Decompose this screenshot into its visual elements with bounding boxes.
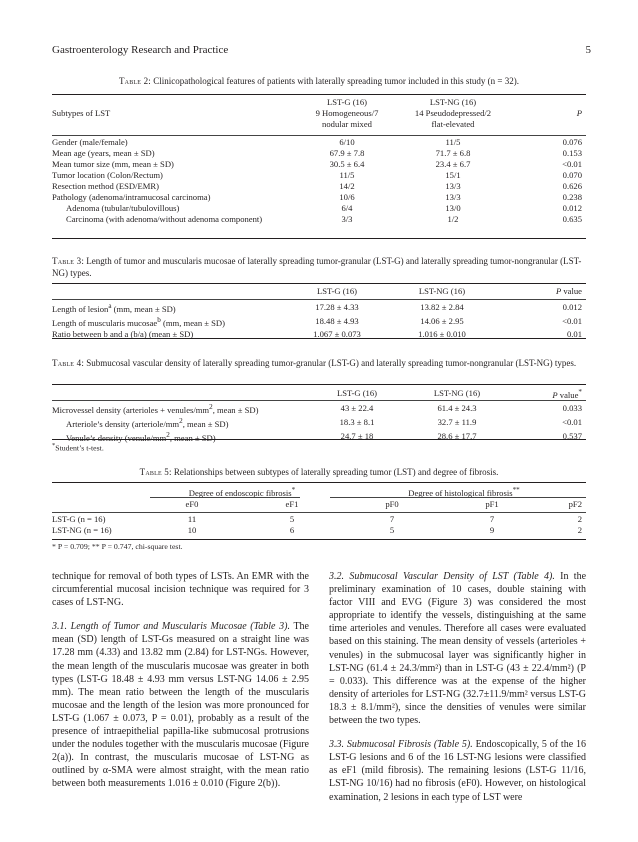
cell-value: 10 (187, 525, 197, 535)
row-label: Pathology (adenoma/intramucosal carcinoma) (52, 192, 211, 202)
row-label: Gender (male/female) (52, 137, 128, 147)
cell-lstg: 24.7 ± 18 (340, 431, 374, 442)
cell-value: 11 (187, 514, 197, 524)
cell-value: 5 (289, 514, 295, 524)
cell-p: 0.238 (562, 192, 582, 202)
table-row (52, 159, 586, 170)
table4-head-p: P value* (552, 388, 582, 400)
table-row (52, 514, 586, 525)
table-row (52, 192, 586, 203)
table-row (52, 402, 586, 416)
cell-lstg: 30.5 ± 6.4 (329, 159, 365, 169)
table5-group-endoscopic: Degree of endoscopic fibrosis* (188, 486, 296, 498)
table2-head-subtypes: Subtypes of LST (52, 108, 111, 118)
table-row (52, 137, 586, 148)
col-head-pf1: pF1 (485, 499, 499, 509)
col-head-ef0: eF0 (185, 499, 199, 509)
table4-bottom-rule (52, 439, 586, 440)
table5-top-rule (52, 482, 586, 483)
row-label: Adenoma (tubular/tubulovillous) (66, 203, 180, 213)
cell-value: 9 (489, 525, 495, 535)
table2-sub-lstg1: 9 Homogeneous/7 (315, 108, 379, 118)
row-label: LST-G (n = 16) (52, 514, 106, 524)
cell-p: 0.635 (562, 214, 582, 224)
row-label: LST-NG (n = 16) (52, 525, 112, 535)
cell-p: <0.01 (562, 316, 582, 327)
cell-p: 0.012 (562, 203, 582, 213)
cell-lstg: 11/5 (339, 170, 355, 180)
table5-endo-rule (150, 497, 300, 498)
table4-head-lstng: LST-NG (16) (433, 388, 481, 399)
row-label: Arteriole’s density ($arteriole/mm^2$, mean ± SD) (66, 416, 229, 429)
table2 (52, 97, 586, 130)
cell-value: 2 (577, 514, 582, 524)
cell-p: 0.033 (562, 403, 582, 414)
table2-caption: Table 2: Clinicopathological features of patients with laterally spreading tumor included in this study (n = 32). (118, 76, 519, 86)
cell-lstg: 43 ± 22.4 (340, 403, 374, 414)
table5-bottom-rule (52, 539, 586, 540)
table5-subhead (52, 499, 586, 510)
table-row (52, 170, 586, 181)
row-label: Resection method (ESD/EMR) (52, 181, 159, 191)
cell-value: 7 (389, 514, 395, 524)
table3-bottom-rule (52, 338, 586, 339)
section-3-1-title: 3.1. Length of Tumor and Muscularis Mucosae (Table 3). (52, 621, 290, 633)
section-3-3-text: Endoscopically, 5 of the 16 LST-G lesions and 6 of the 16 LST-NG lesions were classified as eF1 (mild fibrosis). The remaining lesions (LST-G 11/16, LST-NG 10/16) had no fibrosis (eF0). However, on histological examination, 2 lesions in each type of LST were (329, 739, 586, 803)
table3-head-p: P value (555, 286, 582, 296)
journal-title: Gastroenterology Research and Practice (52, 44, 229, 56)
cell-lstg: 18.48 ± 4.93 (315, 316, 359, 327)
cell-lstng: 13/0 (445, 203, 461, 213)
paragraph-emr: technique for removal of both types of LSTs. An EMR with the circumferential mucosal incision technique was required for 3 cases of LST-NG. (52, 571, 309, 609)
cell-p: 0.626 (562, 181, 582, 191)
table5-footnote: * P = 0.709; ** P = 0.747, chi-square test. (52, 542, 183, 551)
section-3-2-text: In the preliminary examination of 10 cases, double staining with factor VIII and EVG (Figure 3) was considered the most appropriate to identify the vessels, distinguishing at the same time arterioles and venules. Therefore all cases were evaluated based on this staining. The mean density of vessels (arterioles + venules) in the submucosal layer was significantly higher in LST-NG (61.4 ± 24.3/mm²) than in LST-G (43 ± 22.4/mm²) (P = 0.033). This difference was at the expense of the higher density of arterioles for LST-NG (32.7±11.9/mm² versus LST-G 18.3 ± 8.1/mm²), since the densities of venules were similar between the two types. (329, 571, 587, 727)
table5-body (52, 514, 586, 536)
row-label: Venule’s density ($venule/mm^2$, mean ± SD) (66, 430, 216, 443)
body-left-column (52, 570, 309, 791)
row-label: Length of lesion$^a$ (mm, mean ± SD) (52, 302, 176, 314)
cell-lstng: 15/1 (445, 170, 461, 180)
table2-sub-lstng1: 14 Pseudodepressed/2 (414, 108, 492, 118)
table2-body (52, 137, 586, 225)
section-3-1 (52, 620, 309, 790)
table-row (52, 525, 586, 536)
row-label: Microvessel density (arterioles + venules/$mm^2$, mean ± SD) (52, 403, 259, 415)
cell-lstg: 67.9 ± 7.8 (329, 148, 365, 158)
cell-lstng: 32.7 ± 11.9 (437, 417, 477, 428)
row-label: Length of muscularis mucosae$^b$ (mm, mean ± SD) (52, 315, 225, 328)
cell-lstng: 1.016 ± 0.010 (418, 328, 466, 339)
cell-p: 0.012 (562, 302, 582, 313)
cell-p: <0.01 (562, 417, 582, 428)
cell-lstg: 18.3 ± 8.1 (339, 417, 375, 428)
cell-lstg: 17.28 ± 4.33 (315, 302, 359, 313)
table4-caption: Table 4: Submucosal vascular density of laterally spreading tumor-granular (LST-G) and laterally spreading tumor-nongranular (LST-NG) types. (52, 358, 577, 368)
row-label: Mean age (years, mean ± SD) (52, 148, 155, 158)
table5-group-histological: Degree of histological fibrosis** (408, 486, 520, 498)
cell-p: 0.01 (566, 328, 582, 339)
table2-bottom-rule (52, 238, 586, 239)
table-row (52, 301, 586, 315)
section-3-2-title: 3.2. Submucosal Vascular Density of LST (Table 4). (329, 571, 555, 582)
table3 (52, 286, 586, 297)
cell-lstg: 14/2 (339, 181, 355, 191)
section-3-1-text: The mean (SD) length of LST-Gs measured on a straight line was 17.28 mm (4.33) and 13.82 mm (2.84) for LST-NGs. However, the mean length of the muscularis mucosae was greater in both types (LST-G 18.48 ± 4.93 mm versus LST-NG 14.06 ± 2.95 mm). The mean ratio between the length of the muscularis mucosae and the length of the lesion was more pronounced for LST-G (1.067 ± 0.073, P = 0.01), probably as a result of the presence of intraepithelial papilla-like submucosal protrusions under the nodules together with the muscularis mucosae (Figure 2(a)). In contrast, the muscularis mucosae of LST-NG as outlined by α-SMA were almost straight, with the mean ratio between both measurements 1.016 ± 0.010 (Figure 2(b)). (52, 621, 309, 790)
cell-p: 0.070 (562, 170, 582, 180)
row-label: Tumor location (Colon/Rectum) (52, 170, 163, 180)
table4-top-rule (52, 384, 586, 385)
table3-mid-rule (52, 299, 586, 300)
cell-lstng: 14.06 ± 2.95 (420, 316, 464, 327)
col-head-pf0: pF0 (385, 499, 399, 509)
table4-head-lstg: LST-G (16) (336, 388, 378, 399)
table3-body (52, 301, 586, 340)
table5-hist-rule (330, 497, 586, 498)
table2-top-rule (52, 94, 586, 95)
section-3-2 (329, 570, 586, 727)
table4-body (52, 402, 586, 444)
cell-lstng: 13/3 (445, 192, 461, 202)
row-label: Ratio between b and a (b/a) (mean ± SD) (52, 328, 194, 339)
table-row (52, 214, 586, 225)
cell-lstg: 6/10 (339, 137, 355, 147)
cell-value: 5 (389, 525, 395, 535)
body-right-column (329, 570, 586, 804)
cell-p: 0.153 (562, 148, 582, 158)
table2-head-lstng: LST-NG (16) (429, 97, 477, 107)
cell-lstg: 10/6 (339, 192, 355, 202)
row-label: Mean tumor size (mm, mean ± SD) (52, 159, 174, 169)
table2-head-lstg: LST-G (16) (326, 97, 368, 107)
table3-top-rule (52, 283, 586, 284)
table-row (52, 315, 586, 329)
cell-p: 0.076 (562, 137, 582, 147)
cell-lstg: 1.067 ± 0.073 (313, 328, 361, 339)
table3-head-lstng: LST-NG (16) (418, 286, 466, 296)
cell-lstng: 1/2 (447, 214, 459, 224)
table2-sub-lstg2: nodular mixed (322, 119, 372, 129)
table-row (52, 181, 586, 192)
table4 (52, 387, 586, 401)
table4-footnote: *Student’s t-test. (52, 442, 104, 453)
table2-sub-lstng2: flat-elevated (431, 119, 475, 129)
cell-lstng: 11/5 (445, 137, 461, 147)
table3-head-lstg: LST-G (16) (316, 286, 358, 296)
col-head-ef1: eF1 (285, 499, 299, 509)
table-row (52, 148, 586, 159)
cell-p: <0.01 (562, 159, 582, 169)
cell-lstng: 13/3 (445, 181, 461, 191)
cell-value: 6 (289, 525, 295, 535)
table3-caption: Table 3: Length of tumor and muscularis mucosae of laterally spreading tumor-granular (LST-G) and laterally spreading tumor-nongranular (LST-NG) types. (52, 256, 582, 278)
cell-lstng: 13.82 ± 2.84 (420, 302, 464, 313)
table5-mid-rule (52, 512, 586, 513)
table4-mid-rule (52, 400, 586, 401)
cell-lstng: 28.6 ± 17.7 (437, 431, 477, 442)
row-label: Carcinoma (with adenoma/without adenoma component) (66, 214, 263, 224)
cell-lstng: 61.4 ± 24.3 (437, 403, 477, 414)
cell-lstg: 6/4 (341, 203, 353, 213)
cell-lstg: 3/3 (341, 214, 353, 224)
section-3-3-title: 3.3. Submucosal Fibrosis (Table 5). (329, 739, 473, 751)
table-row (52, 416, 586, 430)
table-row (52, 203, 586, 214)
table-row (52, 430, 586, 444)
cell-value: 2 (577, 525, 582, 535)
cell-p: 0.537 (562, 431, 582, 442)
cell-value: 7 (489, 514, 495, 524)
page-number: 5 (585, 44, 591, 56)
col-head-pf2: pF2 (568, 499, 582, 509)
table2-mid-rule (52, 135, 586, 136)
table2-head-p: P (576, 108, 582, 118)
table5-caption: Table 5: Relationships between subtypes of laterally spreading tumor (LST) and degree of fibrosis. (139, 467, 499, 477)
cell-lstng: 23.4 ± 6.7 (435, 159, 471, 169)
section-3-3 (329, 738, 586, 803)
cell-lstng: 71.7 ± 6.8 (435, 148, 471, 158)
